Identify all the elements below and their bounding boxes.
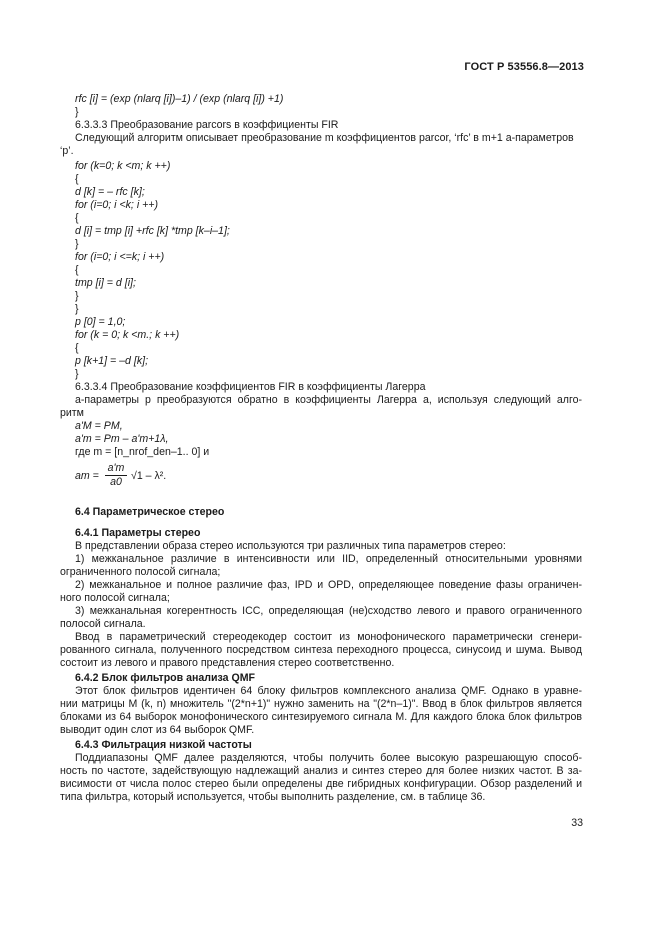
- text-line: рованного сигнала, полученного посредством синтеза переходного процесса, синусоид и шума. Вывод: [60, 644, 582, 656]
- formula-sqrt: √1 – λ².: [131, 470, 167, 482]
- text-line: состоит из левого и правого представления стерео соответственно.: [60, 657, 395, 669]
- code-line: }: [75, 238, 79, 250]
- text-line: ограниченного полосой сигнала;: [60, 566, 221, 578]
- text-line: 2) межканальное и полное различие фаз, IPD и OPD, определяющее поведение фазы ограничен-: [75, 579, 582, 591]
- code-line: for (i=0; i <k; i ++): [75, 199, 159, 211]
- text-line: ность по частоте, задействующую надлежащий анализ и синтез стерео для более низких частот. В за-: [60, 765, 582, 777]
- code-line: p [0] = 1,0;: [75, 316, 126, 328]
- code-line: }: [75, 368, 79, 380]
- formula-denominator: a0: [110, 476, 122, 488]
- text-line: ритм: [60, 407, 84, 419]
- text-line: Следующий алгоритм описывает преобразование m коэффициентов parcor, ‘rfc’ в m+1 a-параметров: [75, 132, 574, 144]
- code-line: {: [75, 342, 79, 354]
- text-line: }: [75, 106, 79, 118]
- text-line: Ввод в параметрический стереодекодер состоит из монофонического параметрически сгенери-: [75, 631, 582, 643]
- text-line: 3) межканальная когерентность ICC, определяющая (не)сходство левого и правого ограниченного: [75, 605, 582, 617]
- formula-line: a'm = Pm – a'm+1λ,: [75, 433, 169, 445]
- text-line: rfc [i] = (exp (nlarq [i])–1) / (exp (nlarq [i]) +1): [75, 93, 284, 105]
- code-line: {: [75, 173, 79, 185]
- code-line: {: [75, 264, 79, 276]
- code-line: for (k = 0; k <m.; k ++): [75, 329, 180, 341]
- code-line: p [k+1] = –d [k];: [75, 355, 149, 367]
- code-line: tmp [i] = d [i];: [75, 277, 136, 289]
- code-line: {: [75, 212, 79, 224]
- code-line: }: [75, 290, 79, 302]
- text-line: висимости от числа полос стерео были определены две гибридных конфигурации. Обзор разделений и: [60, 778, 582, 790]
- formula-numerator: a'm: [105, 462, 127, 476]
- formula-lhs: am =: [75, 470, 99, 482]
- code-line: for (k=0; k <m; k ++): [75, 160, 171, 172]
- text-line: a-параметры p преобразуются обратно в коэффициенты Лагерра a, используя следующий алго-: [75, 394, 582, 406]
- text-line: выводит один слот из 64 выборок QMF.: [60, 724, 255, 736]
- code-line: for (i=0; i <=k; i ++): [75, 251, 165, 263]
- formula-line: a'M = PM,: [75, 420, 123, 432]
- formula-fraction: [105, 462, 127, 488]
- text-line: полосой сигнала.: [60, 618, 146, 630]
- code-line: d [i] = tmp [i] +rfc [k] *tmp [k–i–1];: [75, 225, 230, 237]
- subsection-heading: 6.3.3.3 Преобразование parcors в коэффициенты FIR: [75, 119, 339, 131]
- text-line: 1) межканальное различие в интенсивности или IID, определенный относительными уровнями: [75, 553, 582, 565]
- section-heading: 6.4 Параметрическое стерео: [75, 506, 225, 518]
- text-line: нии матрицы M (k, n) множитель "(2*n+1)" нужно заменить на "(2*n–1)". Ввод в блок фильтров является: [60, 698, 582, 710]
- text-line: ного полосой сигнала;: [60, 592, 170, 604]
- text-line: Этот блок фильтров идентичен 64 блоку фильтров комплексного анализа QMF. Однако в уравне-: [75, 685, 582, 697]
- formula-line: где m = [n_nrof_den–1.. 0] и: [75, 446, 210, 458]
- text-line: ‘p’.: [60, 145, 74, 157]
- page-number: 33: [571, 817, 583, 829]
- text-line: блоками из 64 выборок монофонического синтезируемого сигнала M. Для каждого блока блок фильтров: [60, 711, 582, 723]
- standard-header: ГОСТ Р 53556.8—2013: [464, 61, 584, 73]
- text-line: В представлении образа стерео используются три различных типа параметров стерео:: [75, 540, 506, 552]
- subsection-heading: 6.3.3.4 Преобразование коэффициентов FIR в коэффициенты Лагерра: [75, 381, 426, 393]
- subsection-heading: 6.4.1 Параметры стерео: [75, 527, 201, 539]
- code-line: }: [75, 303, 79, 315]
- subsection-heading: 6.4.3 Фильтрация низкой частоты: [75, 739, 252, 751]
- laguerre-formula: [75, 462, 215, 492]
- subsection-heading: 6.4.2 Блок фильтров анализа QMF: [75, 672, 256, 684]
- text-line: типа фильтра, который используется, чтобы выполнить разделение, см. в таблице 36.: [60, 791, 486, 803]
- code-line: d [k] = – rfc [k];: [75, 186, 145, 198]
- text-line: Поддиапазоны QMF далее разделяются, чтобы получить более высокую разрешающую способ-: [75, 752, 582, 764]
